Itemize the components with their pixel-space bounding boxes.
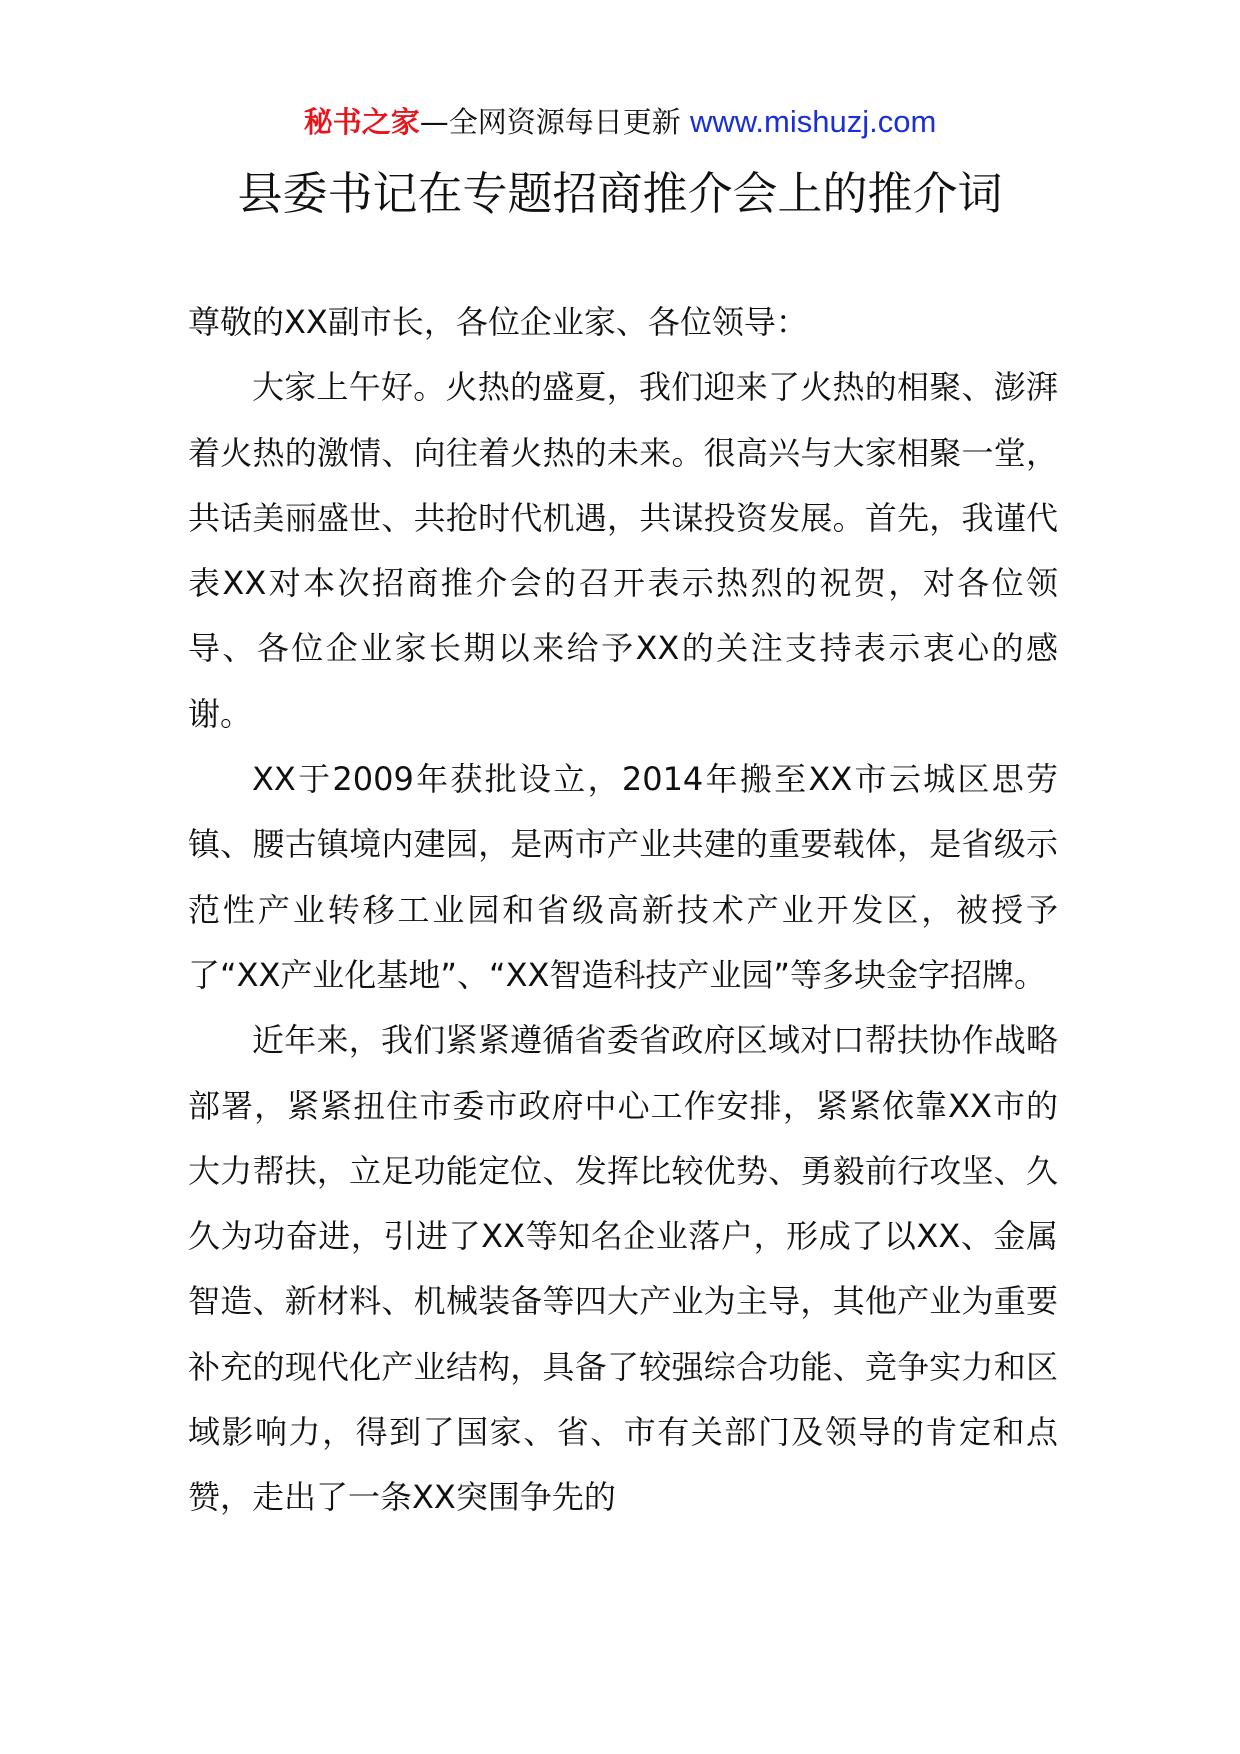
- paragraph-achievements: 近年来，我们紧紧遵循省委省政府区域对口帮扶协作战略部署，紧紧扭住市委市政府中心工作安排，紧紧依靠XX市的大力帮扶，立足功能定位、发挥比较优势、勇毅前行攻坚、久久为功奋进，引进了XX等知名企业落户，形成了以XX、金属智造、新材料、机械装备等四大产业为主导，其他产业为重要补充的现代化产业结构，具备了较强综合功能、竞争实力和区域影响力，得到了国家、省、市有关部门及领导的肯定和点赞，走出了一条XX突围争先的: [188, 1021, 1058, 1517]
- document-title: 县委书记在专题招商推介会上的推介词: [237, 167, 1003, 220]
- header-tagline: —全网资源每日更新: [419, 105, 681, 139]
- site-url[interactable]: www.mishuzj.com: [689, 104, 937, 139]
- paragraph-greeting: 大家上午好。火热的盛夏，我们迎来了火热的相聚、澎湃着火热的激情、向往着火热的未来。很高兴与大家相聚一堂，共话美丽盛世、共抢时代机遇，共谋投资发展。首先，我谨代表XX对本次招商推介会的召开表示热烈的祝贺，对各位领导、各位企业家长期以来给予XX的关注支持表示衷心的感谢。: [188, 368, 1058, 733]
- paragraph-background: XX于2009年获批设立，2014年搬至XX市云城区思劳镇、腰古镇境内建园，是两市产业共建的重要载体，是省级示范性产业转移工业园和省级高新技术产业开发区，被授予了“XX产业化基地”、“XX智造科技产业园”等多块金字招牌。: [188, 760, 1058, 994]
- document-body: [188, 290, 1058, 1531]
- salutation: 尊敬的XX副市长，各位企业家、各位领导：: [188, 303, 808, 341]
- site-header: [0, 102, 1240, 142]
- brand-name: 秘书之家: [303, 105, 420, 139]
